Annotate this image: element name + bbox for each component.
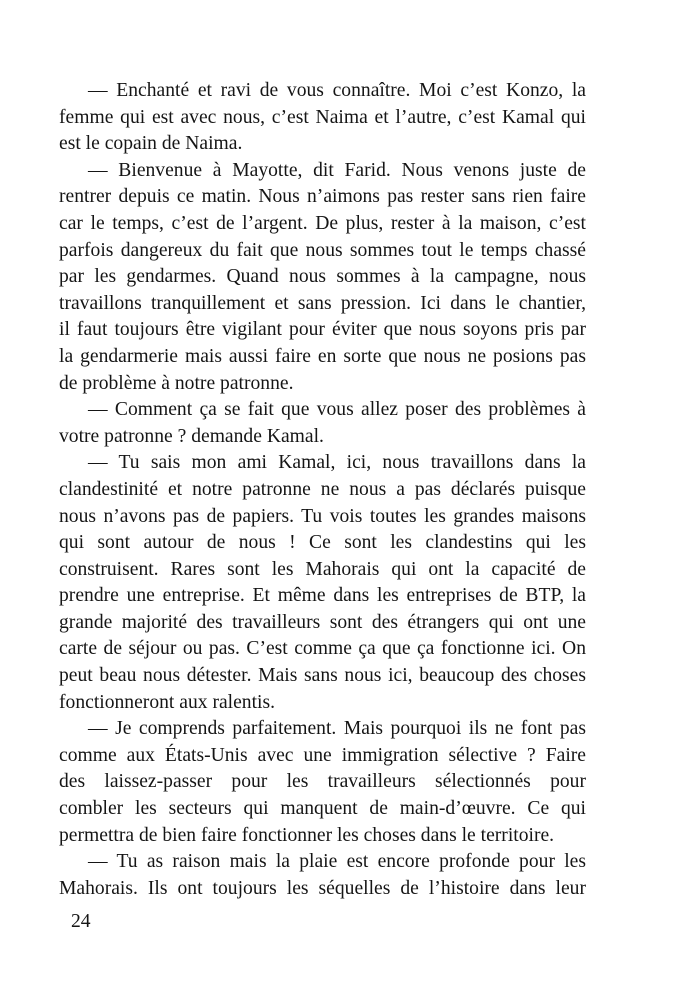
text-line: est le copain de Naima. bbox=[59, 133, 243, 155]
text-line: rentrer depuis ce matin. Nous n’aimons pas rester sans rien faire bbox=[59, 186, 586, 208]
text-line: — Bienvenue à Mayotte, dit Farid. Nous venons juste de bbox=[88, 159, 586, 181]
text-line: prendre une entreprise. Et même dans les entreprises de BTP, la bbox=[59, 585, 586, 607]
text-line: — Enchanté et ravi de vous connaître. Moi c’est Konzo, la bbox=[88, 80, 586, 101]
text-line: carte de séjour ou pas. C’est comme ça que ça fonctionne ici. On bbox=[59, 638, 586, 660]
text-line: combler les secteurs qui manquent de main-d’œuvre. Ce qui bbox=[59, 798, 586, 820]
text-line: votre patronne ? demande Kamal. bbox=[59, 425, 324, 447]
page-number: 24 bbox=[71, 911, 91, 932]
text-line: — Je comprends parfaitement. Mais pourquoi ils ne font pas bbox=[88, 718, 586, 740]
text-line: de problème à notre patronne. bbox=[59, 372, 294, 394]
text-line: comme aux États-Unis avec une immigration sélective ? Faire bbox=[59, 744, 586, 766]
text-line: — Comment ça se fait que vous allez poser des problèmes à bbox=[88, 399, 586, 421]
text-line: construisent. Rares sont les Mahorais qui ont la capacité de bbox=[59, 558, 586, 580]
text-line: peut beau nous détester. Mais sans nous ici, beaucoup des choses bbox=[59, 665, 586, 687]
text-line: la gendarmerie mais aussi faire en sorte que nous ne posions pas bbox=[59, 345, 586, 367]
text-line: car le temps, c’est de l’argent. De plus, rester à la maison, c’est bbox=[59, 212, 586, 234]
text-line: fonctionneront aux ralentis. bbox=[59, 691, 276, 713]
text-line: travaillons tranquillement et sans pression. Ici dans le chantier, bbox=[59, 292, 586, 314]
text-line: nous n’avons pas de papiers. Tu vois toutes les grandes maisons bbox=[59, 505, 586, 527]
text-line: femme qui est avec nous, c’est Naima et l’autre, c’est Kamal qui bbox=[59, 106, 586, 128]
text-line: par les gendarmes. Quand nous sommes à la campagne, nous bbox=[59, 266, 586, 288]
text-line: clandestinité et notre patronne ne nous a pas déclarés puisque bbox=[59, 478, 586, 500]
text-line: — Tu as raison mais la plaie est encore profonde pour les bbox=[88, 851, 586, 873]
text-line: permettra de bien faire fonctionner les choses dans le territoire. bbox=[59, 824, 555, 846]
text-line: il faut toujours être vigilant pour éviter que nous soyons pris par bbox=[59, 319, 586, 341]
text-line: Mahorais. Ils ont toujours les séquelles de l’histoire dans leur bbox=[59, 877, 586, 899]
text-line: parfois dangereux du fait que nous sommes tout le temps chassé bbox=[59, 239, 586, 261]
text-line: grande majorité des travailleurs sont des étrangers qui ont une bbox=[59, 611, 586, 633]
text-line: des laissez-passer pour les travailleurs sélectionnés pour bbox=[59, 771, 586, 793]
text-line: — Tu sais mon ami Kamal, ici, nous travaillons dans la bbox=[88, 452, 586, 474]
body-text bbox=[59, 78, 586, 902]
text-line: qui sont autour de nous ! Ce sont les clandestins qui les bbox=[59, 532, 586, 554]
